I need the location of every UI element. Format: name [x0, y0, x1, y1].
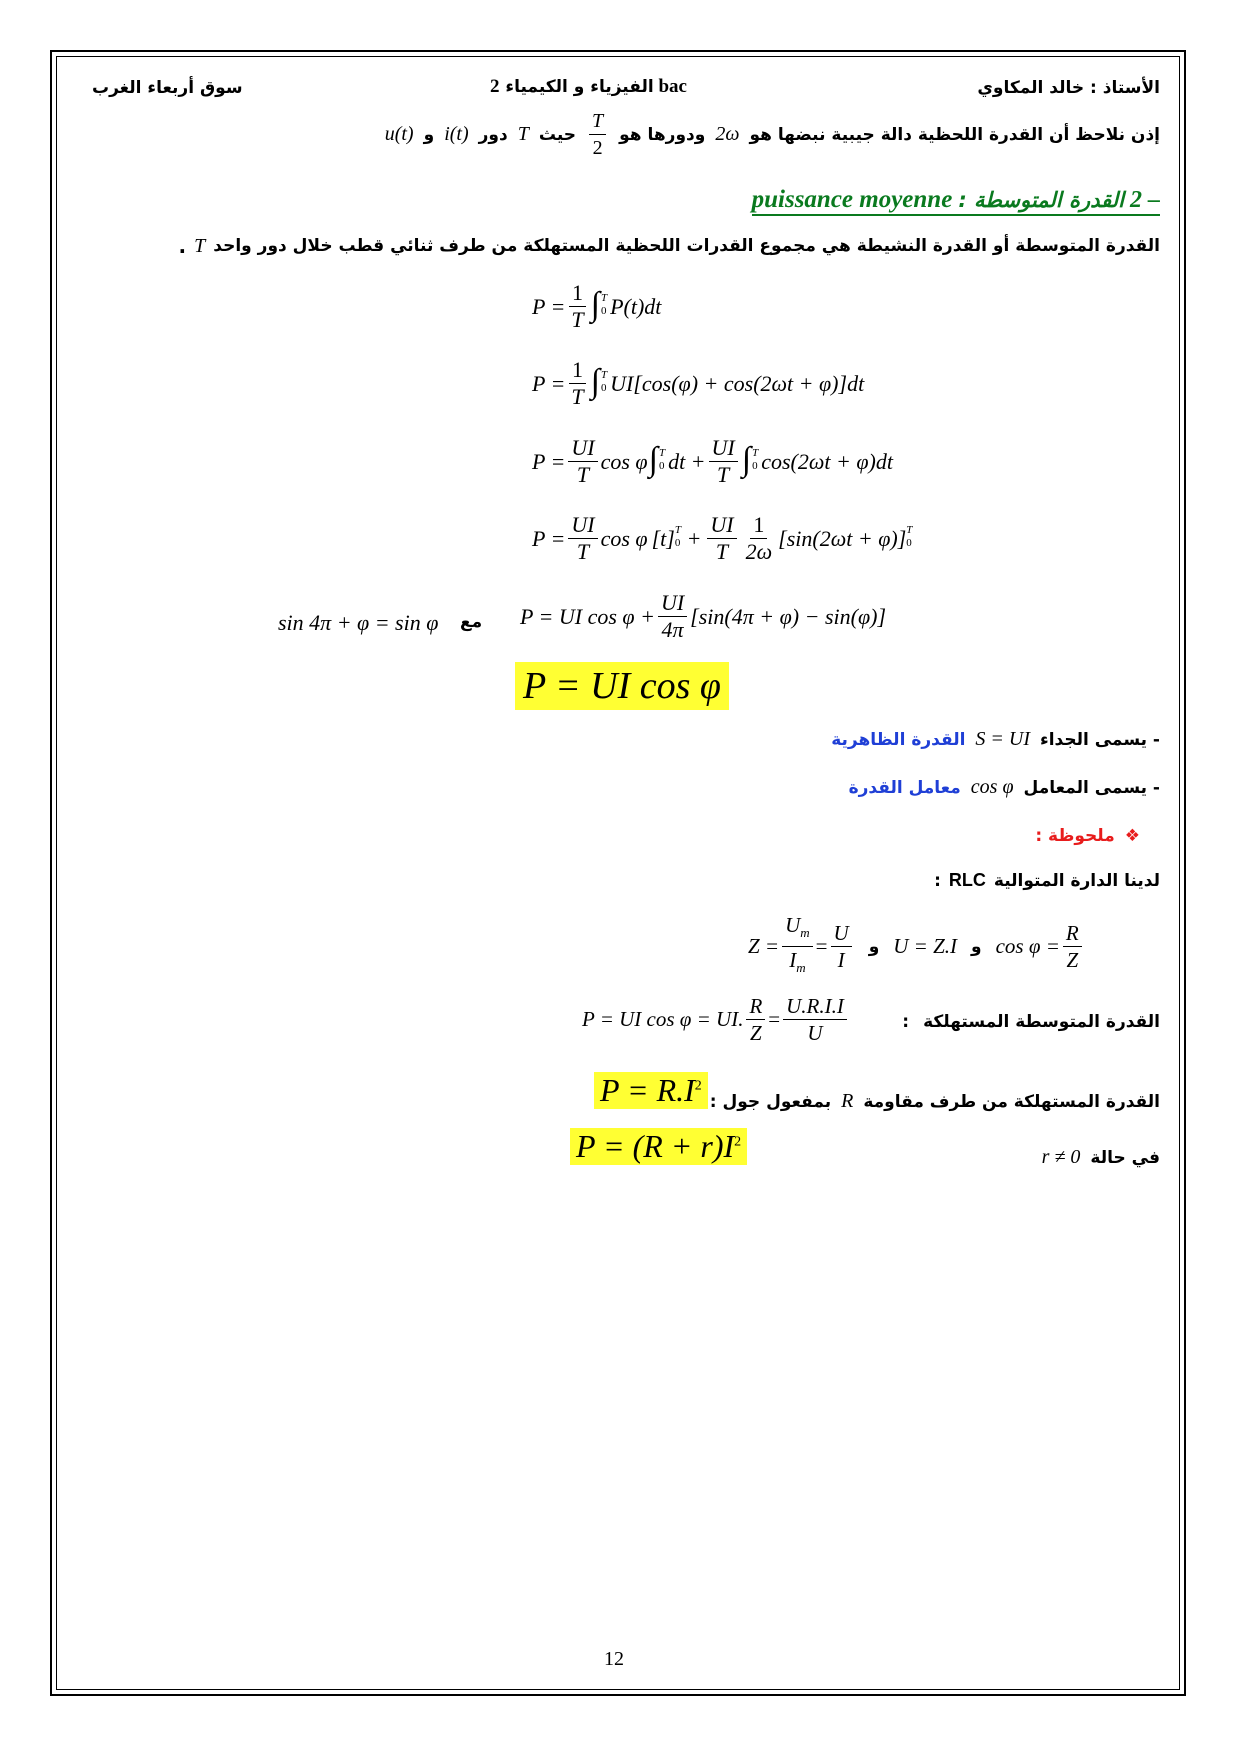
cos-eq: cos φ = — [995, 934, 1060, 959]
and-2: و — [971, 936, 982, 957]
case-line — [1042, 1146, 1160, 1169]
intro-line — [385, 108, 1160, 161]
limit-upper: T — [600, 368, 608, 381]
intro-text-a: إذن نلاحظ أن القدرة اللحظية دالة جيبية نبضها هو — [749, 124, 1160, 145]
cos-num: R — [1063, 920, 1082, 947]
header-subject-ar: الفيزياء و الكيمياء — [505, 77, 654, 97]
eq2-body: UI[cos(φ) + cos(2ωt + φ)]dt — [610, 370, 865, 396]
eq4-num-1: UI — [568, 512, 597, 539]
result-formula-text: P = UI cos φ — [523, 665, 721, 707]
eq4-plus: + — [687, 525, 701, 551]
intro-frac-den: 2 — [592, 137, 603, 159]
rlc-text: لدينا الدارة المتوالية — [993, 870, 1160, 891]
consumed-label: القدرة المتوسطة المستهلكة — [923, 1012, 1160, 1032]
joule-formula — [594, 1072, 708, 1109]
eq1-num: 1 — [569, 280, 586, 307]
eq4-num-3: 1 — [750, 512, 767, 539]
joule-R: R — [841, 1090, 854, 1112]
imp-frac-1 — [782, 912, 813, 981]
case-formula-text: P = (R + r)I — [576, 1128, 735, 1164]
eq1-frac — [568, 280, 586, 333]
consumed-frac-1 — [746, 993, 765, 1046]
integral-limits — [752, 447, 758, 473]
joule-exponent: 2 — [694, 1078, 702, 1094]
note-title: ملحوظة : — [1035, 826, 1115, 846]
power-factor-line — [849, 776, 1160, 799]
eq4-cos: cos φ — [600, 525, 648, 551]
limit-lower: 0 — [600, 381, 607, 394]
header-school: سوق أربعاء الغرب — [92, 78, 243, 98]
definition-T: T — [194, 234, 206, 257]
definition-text: القدرة المتوسطة أو القدرة النشيطة هي مجموع القدرات اللحظية المستهلكة من طرف ثنائي قطب خلال دور واحد — [213, 236, 1160, 256]
limit-upper: T — [658, 446, 666, 459]
eq4-den-1: T — [576, 539, 590, 564]
eq4-frac-1 — [568, 512, 597, 565]
eq4-frac-2 — [707, 512, 736, 565]
intro-omega: 2ω — [715, 123, 740, 145]
integral-sign: ∫ — [590, 285, 600, 323]
eq5-den: 4π — [661, 617, 684, 642]
integral-limits — [601, 369, 607, 395]
apparent-power-line — [831, 728, 1160, 751]
eq4-tail: [sin(2ωt + φ)] — [778, 525, 907, 551]
eq2-num: 1 — [569, 357, 586, 384]
header-teacher: الأستاذ : خالد المكاوي — [977, 78, 1160, 98]
eq3-dt-plus: dt + — [668, 448, 706, 474]
intro-text-d: دور — [478, 124, 508, 145]
section-title-ar: القدرة المتوسطة : — [958, 188, 1124, 212]
intro-text-b: ودورها هو — [619, 124, 706, 145]
eq3-frac-2 — [709, 435, 738, 488]
eq4-bracket-t: [t] — [651, 525, 675, 551]
cos-frac — [1063, 920, 1082, 973]
eq4-lhs: P = — [532, 525, 566, 551]
case-condition: r ≠ 0 — [1041, 1146, 1081, 1168]
apparent-pre: - يسمى الجداء — [1040, 729, 1160, 750]
limit-upper: T — [752, 446, 759, 459]
joule-line — [710, 1090, 1160, 1113]
apparent-name: القدرة الظاهرية — [831, 729, 966, 750]
rlc-label: RLC — [948, 870, 986, 890]
apparent-formula: S = UI — [975, 728, 1031, 750]
header-level: 2 bac — [490, 76, 687, 97]
imp-den-1 — [786, 947, 808, 981]
consumed-den-1: Z — [750, 1021, 762, 1045]
section-title — [752, 186, 1160, 216]
rlc-colon: : — [934, 870, 941, 891]
section-title-fr: puissance moyenne — [751, 186, 953, 213]
imp-Um: U — [785, 913, 801, 937]
bracket-limits — [906, 524, 912, 550]
imp-Im: I — [789, 948, 797, 973]
equation-1 — [532, 280, 661, 333]
imp-num-2: U — [831, 920, 852, 947]
bracket-limits — [675, 524, 681, 550]
eq2-frac — [568, 357, 586, 410]
consumed-frac-2 — [783, 993, 847, 1046]
result-formula — [515, 662, 729, 710]
ohm-law: U = Z.I — [893, 934, 958, 959]
sin-identity: sin 4π + φ = sin φ — [278, 610, 439, 635]
consumed-num-1: R — [746, 993, 765, 1020]
factor-formula: cos φ — [970, 776, 1014, 798]
eq4-den-2: T — [715, 539, 729, 564]
diamond-bullet-icon: ❖ — [1124, 826, 1140, 846]
intro-u-t: u(t) — [384, 123, 414, 145]
eq5-frac — [658, 590, 687, 643]
eq1-lhs: P = — [532, 293, 566, 319]
eq4-den-3: 2ω — [745, 539, 773, 564]
joule-formula-text: P = R.I — [600, 1072, 695, 1108]
header-subject — [490, 76, 687, 98]
limit-lower: 0 — [906, 536, 912, 549]
eq1-den: T — [571, 307, 584, 332]
intro-frac-num: T — [589, 108, 606, 135]
eq3-num-2: UI — [709, 435, 738, 462]
definition-line — [179, 234, 1160, 258]
eq3-frac-1 — [568, 435, 597, 488]
equation-2 — [532, 357, 864, 410]
intro-i-t: i(t) — [444, 123, 469, 145]
limit-lower: 0 — [658, 459, 665, 472]
eq3-tail: cos(2ωt + φ)dt — [761, 448, 893, 474]
page-number: 12 — [604, 1648, 624, 1670]
eq3-den-2: T — [717, 462, 730, 487]
consumed-head: P = UI cos φ = UI. — [582, 1007, 744, 1031]
imp-frac-2 — [831, 920, 852, 973]
eq2-lhs: P = — [532, 370, 566, 396]
consumed-colon: : — [902, 1012, 910, 1032]
equation-3 — [532, 435, 893, 488]
eq5-num: UI — [658, 590, 687, 617]
limit-lower: 0 — [600, 304, 607, 317]
consumed-label-line — [902, 1012, 1160, 1032]
intro-T: T — [517, 123, 529, 145]
joule-label-a: القدرة المستهلكة من طرف مقاومة — [863, 1091, 1160, 1112]
factor-pre: - يسمى المعامل — [1023, 777, 1160, 798]
equation-5 — [520, 590, 886, 643]
eq5-tail: [sin(4π + φ) − sin(φ)] — [690, 603, 887, 629]
integral-limits — [659, 447, 665, 473]
integral-limits — [601, 292, 607, 318]
integral-sign: ∫ — [741, 440, 752, 478]
with-label: مع — [460, 612, 483, 632]
rlc-line — [934, 870, 1160, 891]
case-formula — [570, 1128, 747, 1165]
limit-lower: 0 — [674, 536, 681, 549]
and-1: و — [868, 936, 880, 957]
eq2-den: T — [571, 384, 584, 409]
note-heading — [1035, 826, 1140, 846]
limit-lower: 0 — [752, 459, 758, 472]
eq3-lhs: P = — [532, 448, 566, 474]
eq5-head: P = UI cos φ + — [520, 603, 655, 629]
imp-den-2: I — [837, 948, 845, 973]
integral-sign: ∫ — [648, 440, 658, 478]
eq3-den-1: T — [576, 462, 590, 487]
definition-dot: . — [178, 234, 187, 258]
imp-m-sub: m — [796, 960, 806, 976]
consumed-eq: = — [768, 1007, 781, 1031]
imp-num-1 — [782, 912, 813, 947]
limit-upper: T — [674, 523, 681, 536]
intro-fraction — [589, 108, 606, 161]
imp-lhs: Z = — [748, 934, 780, 959]
impedance-equations — [748, 912, 1085, 981]
consumed-equation — [582, 993, 850, 1046]
eq4-frac-3 — [743, 512, 776, 565]
equation-4 — [532, 512, 915, 565]
eq1-body: P(t)dt — [610, 293, 662, 319]
case-exponent: 2 — [734, 1134, 742, 1150]
eq3-num-1: UI — [568, 435, 597, 462]
case-label: في حالة — [1090, 1147, 1160, 1168]
cos-den: Z — [1066, 948, 1079, 973]
integral-sign: ∫ — [590, 362, 600, 400]
intro-and: و — [423, 124, 435, 145]
eq4-num-2: UI — [707, 512, 736, 539]
limit-upper: T — [600, 291, 608, 304]
eq3-cos: cos φ — [600, 448, 648, 474]
joule-label-b: بمفعول جول : — [709, 1091, 832, 1112]
consumed-den-2: U — [807, 1021, 823, 1045]
factor-name: معامل القدرة — [848, 777, 961, 798]
intro-text-c: حيث — [538, 124, 577, 145]
limit-upper: T — [906, 523, 913, 536]
section-number: 2 – — [1130, 187, 1160, 213]
imp-m-sub: m — [800, 925, 810, 941]
consumed-num-2: U.R.I.I — [783, 993, 847, 1020]
imp-eq: = — [815, 934, 828, 959]
